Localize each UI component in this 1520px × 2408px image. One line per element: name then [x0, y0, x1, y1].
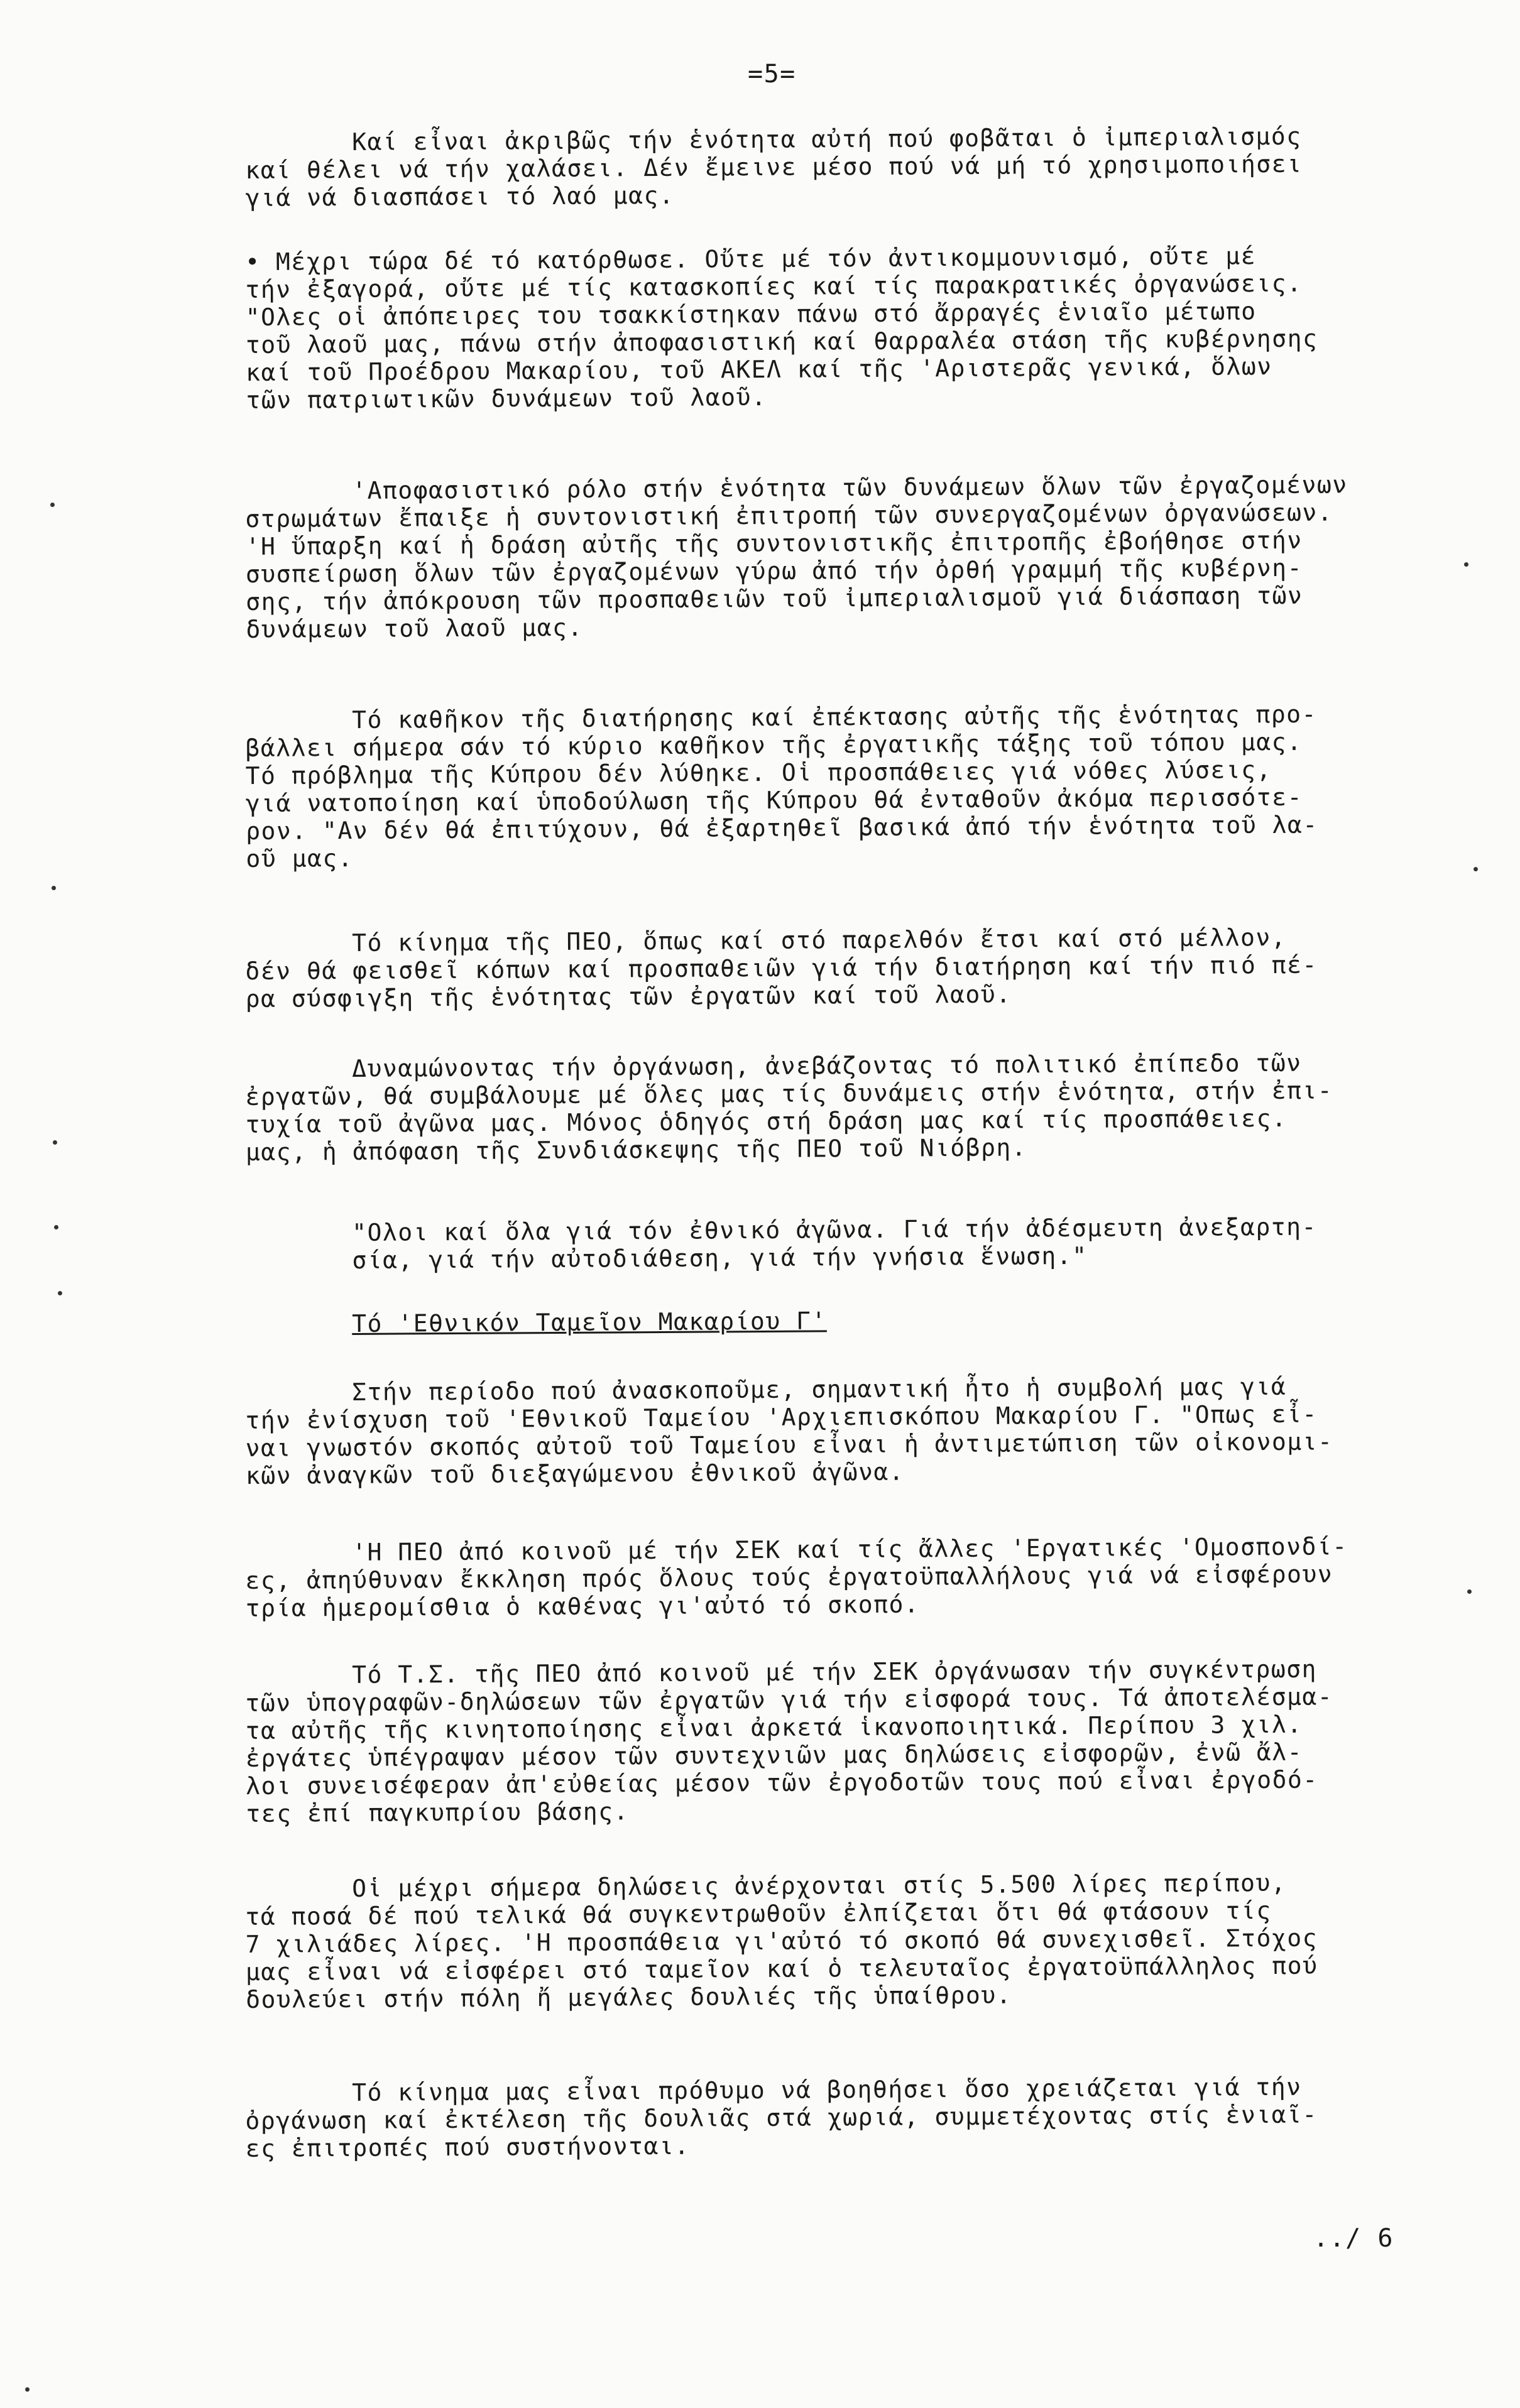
- section-paragraph-4: Οἱ μέχρι σήμερα δηλώσεις ἀνέρχονται στίς 5.500 λίρες περίπου, τά ποσά δέ πού τελικά θά συγκεντρωθοῦν ἐλπίζεται ὅτι θά φτάσουν τίς 7 χιλιάδες λίρες. 'Η προσπάθεια γι'αὐτό τό σκοπό θά συνεχισθεῖ. Στόχος μας εἶναι νά εἰσφέρει στό ταμεῖον καί ὁ τελευταῖος ἐργατοϋπάλληλος πού δουλεύει στήν πόλη ἤ μεγάλες δουλιές τῆς ὑπαίθρου.: [245, 1868, 1318, 2013]
- paragraph-3: 'Αποφασιστικό ρόλο στήν ἑνότητα τῶν δυνάμεων ὅλων τῶν ἐργαζομένων στρωμάτων ἔπαιξε ἡ συντονιστική ἐπιτροπή τῶν συνεργαζομένων ὀργανώσεων. 'Η ὕπαρξη καί ἡ δράση αὐτῆς τῆς συντονιστικῆς ἐπιτροπῆς ἐβοήθησε στήν συσπείρωση ὅλων τῶν ἐργαζομένων γύρω ἀπό τήν ὀρθή γραμμή τῆς κυβέρνη- σης, τήν ἀπόκρουση τῶν προσπαθειῶν τοῦ ἰμπεριαλισμοῦ γιά διάσπαση τῶν δυνάμεων τοῦ λαοῦ μας.: [245, 471, 1348, 643]
- paragraph-6: Δυναμώνοντας τήν ὀργάνωση, ἀνεβάζοντας τό πολιτικό ἐπίπεδο τῶν ἐργατῶν, θά συμβάλουμε μέ ὅλες μας τίς δυνάμεις στήν ἑνότητα, στήν ἐπι- τυχία τοῦ ἀγῶνα μας. Μόνος ὁδηγός στή δράση μας καί τίς προσπάθειες. μας, ἡ ἀπόφαση τῆς Συνδιάσκεψης τῆς ΠΕΟ τοῦ Νιόβρη.: [245, 1049, 1333, 1166]
- section-paragraph-3: Τό Τ.Σ. τῆς ΠΕΟ ἀπό κοινοῦ μέ τήν ΣΕΚ ὀργάνωσαν τήν συγκέντρωση τῶν ὑπογραφῶν-δηλώσεων τῶν ἐργατῶν γιά τήν εἰσφορά τους. Τά ἀποτελέσμα- τα αὐτῆς τῆς κινητοποίησης εἶναι ἀρκετά ἱκανοποιητικά. Περίπου 3 χιλ. ἐργάτες ὑπέγραψαν μέσον τῶν συντεχνιῶν μας δηλώσεις εἰσφορῶν, ἐνῶ ἄλ- λοι συνεισέφεραν ἀπ'εὐθείας μέσον τῶν ἐργοδοτῶν τους πού εἶναι ἐργοδό- τες ἐπί παγκυπρίου βάσης.: [245, 1655, 1333, 1828]
- paragraph-5: Τό κίνημα τῆς ΠΕΟ, ὅπως καί στό παρελθόν ἔτσι καί στό μέλλον, δέν θά φεισθεῖ κόπων καί προσπαθειῶν γιά τήν διατήρηση καί τήν πιό πέ- ρα σύσφιγξη τῆς ἑνότητας τῶν ἐργατῶν καί τοῦ λαοῦ.: [245, 923, 1318, 1013]
- scan-speck: [53, 1140, 57, 1145]
- scan-speck: [52, 886, 56, 890]
- quote: "Ολοι καί ὅλα γιά τόν ἐθνικό ἀγῶνα. Γιά τήν ἀδέσμευτη ἀνεξαρτη- σία, γιά τήν αὐτοδιάθεση, γιά τήν γνήσια ἕνωση.": [352, 1212, 1318, 1274]
- section-heading: Τό 'Εθνικόν Ταμεῖον Μακαρίου Γ': [352, 1307, 827, 1337]
- next-page-reference: ../ 6: [1313, 2224, 1394, 2253]
- paragraph-2: • Μέχρι τώρα δέ τό κατόρθωσε. Οὔτε μέ τόν ἀντικομμουνισμό, οὔτε μέ τήν ἐξαγορά, οὔτε μέ τίς κατασκοπίες καί τίς παρακρατικές ὀργανώσεις. "Ολες οἱ ἀπόπειρες του τσακκίστηκαν πάνω στό ἄρραγές ἑνιαῖο μέτωπο τοῦ λαοῦ μας, πάνω στήν ἀποφασιστική καί θαρραλέα στάση τῆς κυβέρνησης καί τοῦ Προέδρου Μακαρίου, τοῦ ΑΚΕΛ καί τῆς 'Αριστερᾶς γενικά, ὅλων τῶν πατριωτικῶν δυνάμεων τοῦ λαοῦ.: [245, 242, 1318, 414]
- section-paragraph-5: Τό κίνημα μας εἶναι πρόθυμο νά βοηθήσει ὅσο χρειάζεται γιά τήν ὀργάνωση καί ἐκτέλεση τῆς δουλιᾶς στά χωριά, συμμετέχοντας στίς ἑνιαῖ- ες ἐπιτροπές πού συστήνονται.: [245, 2073, 1318, 2162]
- scan-speck: [50, 503, 55, 507]
- scan-speck: [58, 1291, 62, 1295]
- scan-speck: [1474, 867, 1478, 871]
- scan-speck: [54, 1225, 58, 1229]
- page-number: =5=: [748, 60, 796, 89]
- scan-speck: [1464, 562, 1468, 567]
- section-paragraph-2: 'Η ΠΕΟ ἀπό κοινοῦ μέ τήν ΣΕΚ καί τίς ἄλλες 'Εργατικές 'Ομοσπονδί- ες, ἀπηύθυναν ἔκκληση πρός ὅλους τούς ἐργατοϋπαλλήλους γιά νά εἰσφέρουν τρία ἡμερομίσθια ὁ καθένας γι'αὐτό τό σκοπό.: [245, 1532, 1348, 1622]
- paragraph-4: Τό καθῆκον τῆς διατήρησης καί ἐπέκτασης αὐτῆς τῆς ἑνότητας προ- βάλλει σήμερα σάν τό κύριο καθῆκον τῆς ἐργατικῆς τάξης τοῦ τόπου μας. Τό πρόβλημα τῆς Κύπρου δέν λύθηκε. Οἱ προσπάθειες γιά νόθες λύσεις, γιά νατοποίηση καί ὑποδούλωση τῆς Κύπρου θά ἐνταθοῦν ἀκόμα περισσότε- ρον. "Αν δέν θά ἐπιτύχουν, θά ἐξαρτηθεῖ βασικά ἀπό τήν ἑνότητα τοῦ λα- οῦ μας.: [245, 700, 1318, 873]
- scan-speck: [1467, 1589, 1472, 1594]
- scan-speck: [25, 2387, 30, 2392]
- section-paragraph-1: Στήν περίοδο πού ἀνασκοποῦμε, σημαντική ἦτο ἡ συμβολή μας γιά τήν ἐνίσχυση τοῦ 'Εθνικοῦ Ταμείου 'Αρχιεπισκόπου Μακαρίου Γ. "Οπως εἶ- ναι γνωστόν σκοπός αὐτοῦ τοῦ Ταμείου εἶναι ἡ ἀντιμετώπιση τῶν οἰκονομι- κῶν ἀναγκῶν τοῦ διεξαγώμενου ἐθνικοῦ ἀγῶνα.: [245, 1372, 1333, 1490]
- paragraph-1: Καί εἶναι ἀκριβῶς τήν ἑνότητα αὐτή πού φοβᾶται ὁ ἰμπεριαλισμός καί θέλει νά τήν χαλάσει. Δέν ἔμεινε μέσο πού νά μή τό χρησιμοποιήσει γιά νά διασπάσει τό λαό μας.: [245, 122, 1303, 212]
